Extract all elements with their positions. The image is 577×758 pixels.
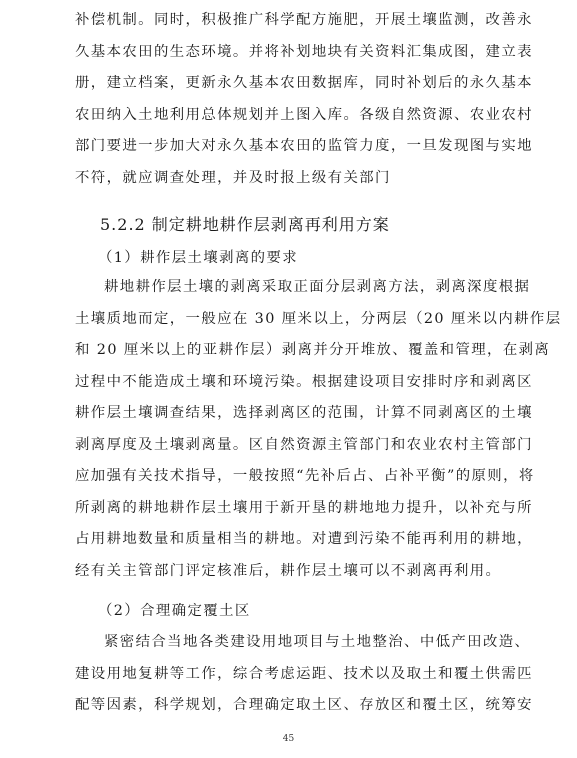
text-line: 应加强有关技术指导，一般按照“先补后占、占补平衡”的原则，将 bbox=[75, 468, 535, 484]
text-line: 过程中不能造成土壤和环境污染。根据建设项目安排时序和剥离区 bbox=[75, 373, 533, 390]
text-line: 册，建立档案，更新永久基本农田数据库，同时补划后的永久基本 bbox=[75, 75, 533, 91]
text-line: 配等因素，科学规划，合理确定取土区、存放区和覆土区，统筹安 bbox=[75, 697, 533, 713]
text-line: 占用耕地数量和质量相当的耕地。对遭到污染不能再利用的耕地， bbox=[75, 531, 533, 547]
text-line: 剥离厚度及土壤剥离量。区自然资源主管部门和农业农村主管部门 bbox=[75, 436, 533, 453]
paragraph-middle bbox=[75, 272, 562, 587]
text-line: 不符，就应调查处理，并及时报上级有关部门 bbox=[75, 169, 391, 186]
subheading-1: （1）耕作层土壤剥离的要求 bbox=[98, 250, 299, 266]
text-line: 经有关主管部门评定核准后，耕作层土壤可以不剥离再利用。 bbox=[75, 562, 502, 579]
text-line: 土壤质地而定，一般应在 30 厘米以上，分两层（20 厘米以内耕作层 bbox=[75, 310, 562, 327]
paragraph-bottom bbox=[75, 627, 533, 722]
text-line: 紧密结合当地各类建设用地项目与土地整治、中低产田改造、 bbox=[104, 634, 531, 650]
text-line: 建设用地复耕等工作，综合考虑运距、技术以及取土和覆土供需匹 bbox=[75, 665, 533, 682]
text-line: 所剥离的耕地耕作层土壤用于新开垦的耕地地力提升，以补充与所 bbox=[75, 499, 533, 516]
text-line: 耕地耕作层土壤的剥离采取正面分层剥离方法，剥离深度根据 bbox=[104, 279, 531, 295]
text-line: 久基本农田的生态环境。并将补划地块有关资料汇集成图，建立表 bbox=[75, 43, 533, 60]
section-heading: 5.2.2 制定耕地耕作层剥离再利用方案 bbox=[100, 215, 390, 234]
subheading-2: （2）合理确定覆土区 bbox=[98, 603, 251, 619]
text-line: 和 20 厘米以上的亚耕作层）剥离并分开堆放、覆盖和管理，在剥离 bbox=[75, 342, 551, 358]
page-number: 45 bbox=[282, 734, 295, 744]
paragraph-top bbox=[75, 5, 533, 194]
text-line: 耕作层土壤调查结果，选择剥离区的范围，计算不同剥离区的土壤 bbox=[75, 405, 533, 421]
text-line: 部门要进一步加大对永久基本农田的监管力度，一旦发现图与实地 bbox=[75, 138, 533, 154]
text-line: 农田纳入土地利用总体规划并上图入库。各级自然资源、农业农村 bbox=[75, 106, 533, 123]
text-line: 补偿机制。同时，积极推广科学配方施肥，开展土壤监测，改善永 bbox=[75, 12, 533, 28]
